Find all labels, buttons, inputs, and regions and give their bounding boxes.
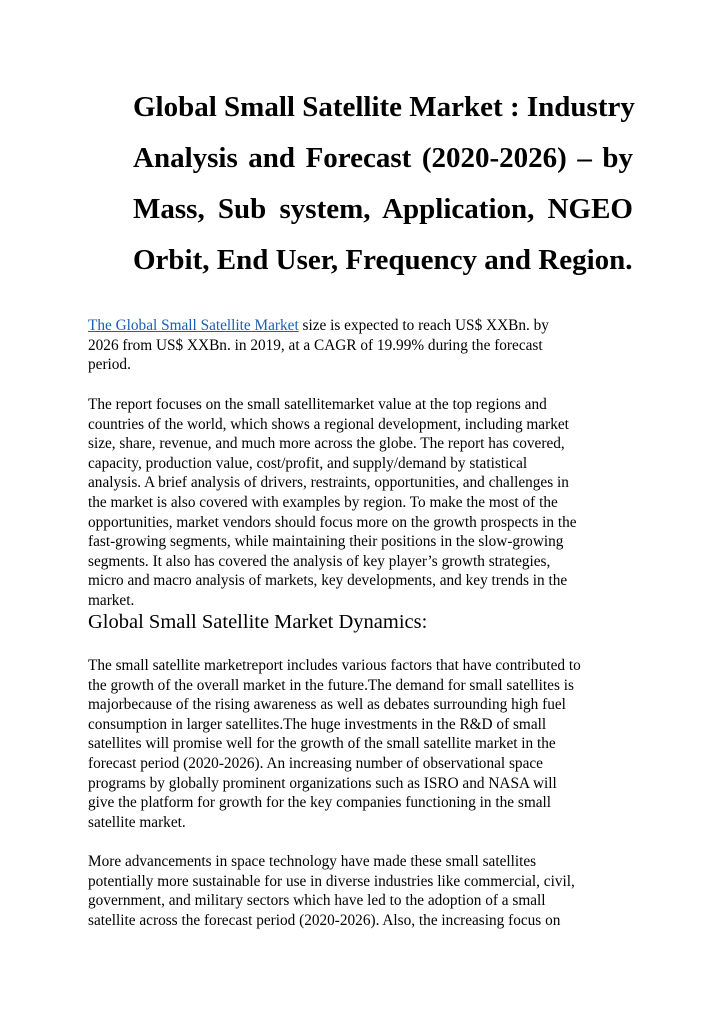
paragraph-line: size, share, revenue, and much more across the globe. The report has covered, [88, 435, 565, 453]
paragraph-line: countries of the world, which shows a regional development, including market [88, 415, 569, 433]
document-title [133, 82, 633, 286]
paragraph-line: consumption in larger satellites.The huge investments in the R&D of small [88, 715, 547, 733]
paragraph-line: opportunities, market vendors should focus more on the growth prospects in the [88, 513, 577, 531]
paragraph-line: government, and military sectors which have led to the adoption of a small [88, 892, 546, 910]
paragraph-line: micro and macro analysis of markets, key developments, and key trends in the [88, 572, 568, 590]
intro-line [88, 316, 636, 336]
title-line: Mass, Sub system, Application, NGEO [133, 193, 633, 225]
paragraph-line: satellites will promise well for the growth of the small satellite market in the [88, 735, 556, 753]
paragraph-line: The small satellite marketreport includes various factors that have contributed to [88, 657, 581, 674]
paragraph-line: fast-growing segments, while maintaining their positions in the slow-growing [88, 533, 564, 551]
paragraph-line: the growth of the overall market in the future.The demand for small satellites is [88, 676, 574, 694]
title-line: Analysis and Forecast (2020-2026) – by [133, 142, 633, 174]
title-line: Global Small Satellite Market : Industry [133, 91, 635, 123]
paragraph-line: forecast period (2020-2026). An increasing number of observational space [88, 754, 543, 772]
dynamics-paragraph [88, 656, 636, 832]
paragraph-line: More advancements in space technology have made these small satellites [88, 853, 537, 870]
paragraph-line: The report focuses on the small satellitemarket value at the top regions and [88, 396, 547, 413]
paragraph-line: give the platform for growth for the key companies functioning in the small [88, 794, 552, 812]
intro-line: 2026 from US$ XXBn. in 2019, at a CAGR of 19.99% during the forecast [88, 336, 543, 354]
intro-line-text: size is expected to reach US$ XXBn. by [298, 317, 549, 334]
global-small-satellite-market-link[interactable]: The Global Small Satellite Market [88, 317, 299, 334]
paragraph-line: satellite market. [88, 813, 186, 831]
paragraph-line: market. [88, 591, 135, 609]
paragraph-line: the market is also covered with examples by region. To make the most of the [88, 493, 558, 511]
paragraph-line: segments. It also has covered the analysis of key player’s growth strategies, [88, 552, 551, 570]
paragraph-line: satellite across the forecast period (2020-2026). Also, the increasing focus on [88, 911, 561, 929]
paragraph-line: majorbecause of the rising awareness as well as debates surrounding high fuel [88, 696, 566, 714]
title-line: Orbit, End User, Frequency and Region. [133, 244, 633, 276]
advancements-paragraph [88, 852, 636, 930]
intro-paragraph [88, 316, 636, 375]
dynamics-section-heading: Global Small Satellite Market Dynamics: [88, 611, 428, 633]
paragraph-line: analysis. A brief analysis of drivers, restraints, opportunities, and challenges in [88, 474, 569, 492]
paragraph-line: potentially more sustainable for use in diverse industries like commercial, civil, [88, 872, 575, 890]
intro-line: period. [88, 356, 131, 374]
paragraph-line: programs by globally prominent organizations such as ISRO and NASA will [88, 774, 557, 792]
paragraph-line: capacity, production value, cost/profit, and supply/demand by statistical [88, 454, 528, 472]
report-focus-paragraph [88, 395, 636, 611]
